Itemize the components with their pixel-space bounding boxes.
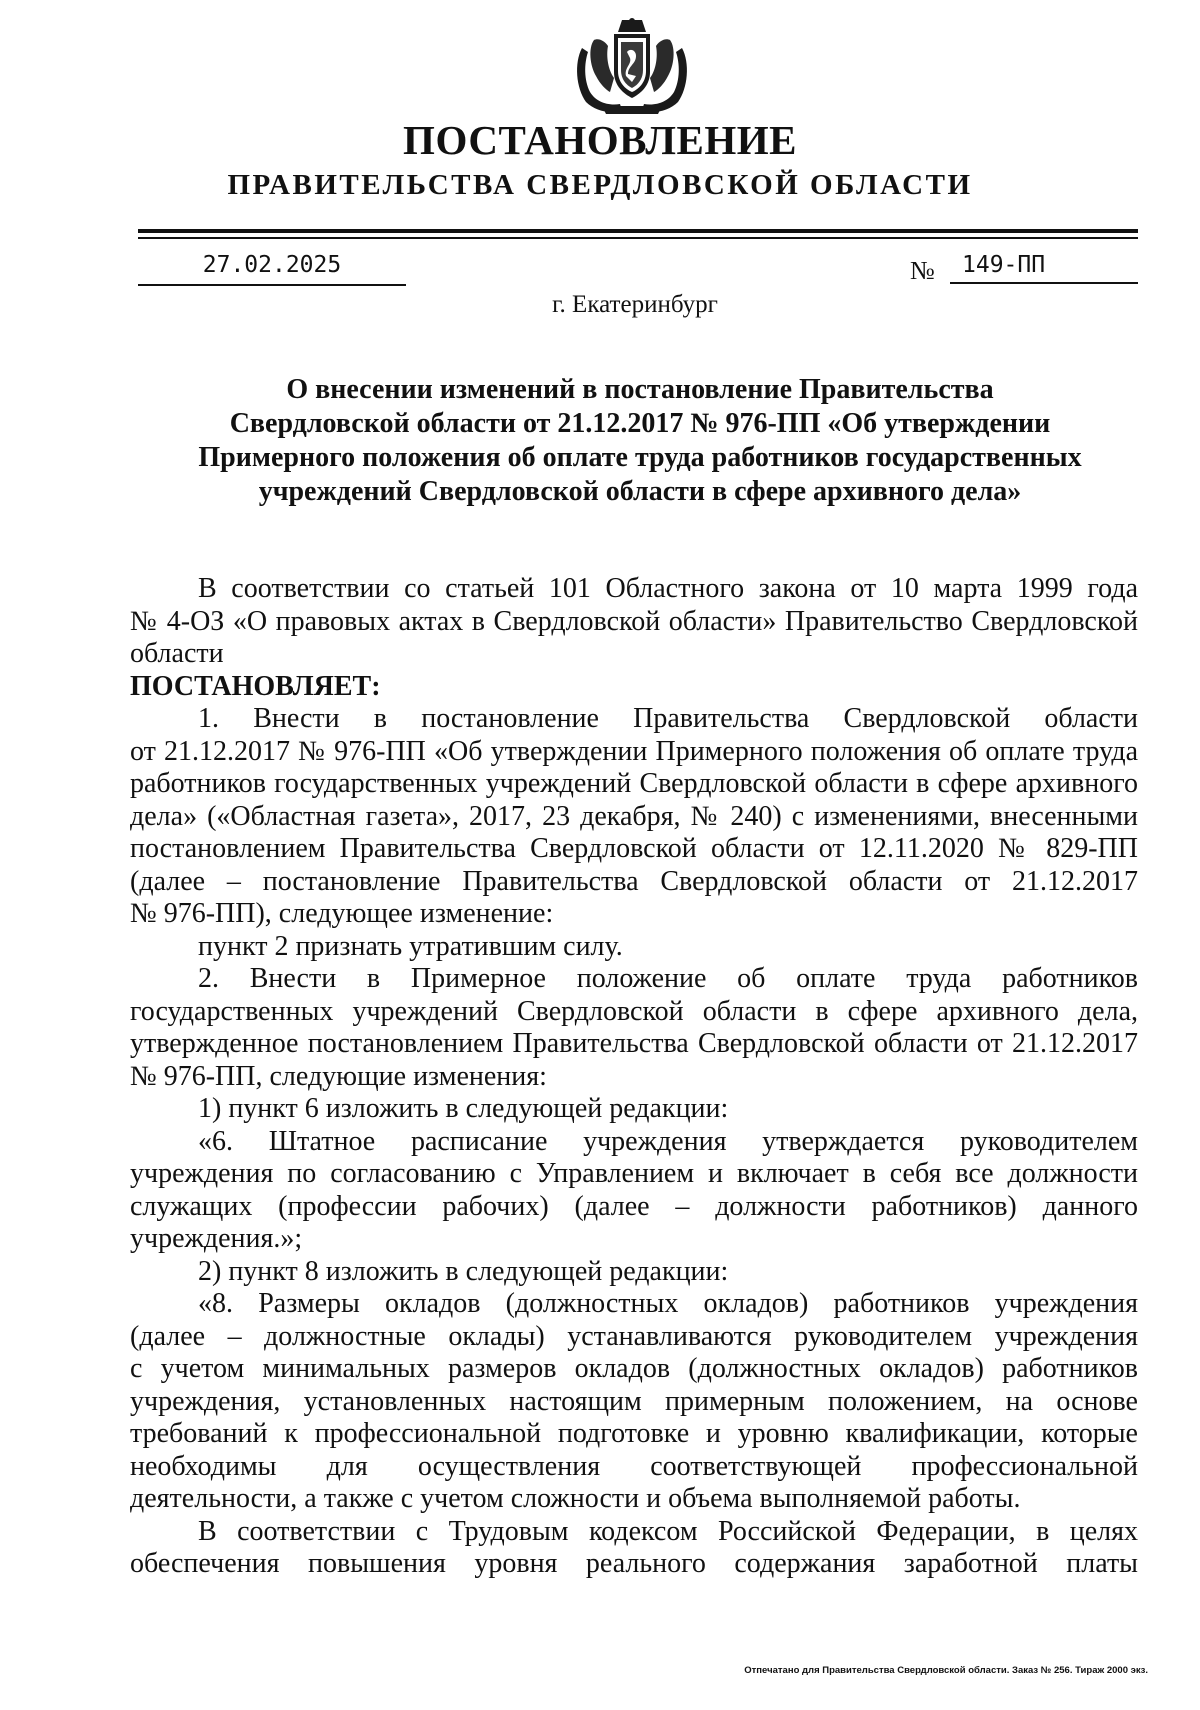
body-line: дела» («Областная газета», 2017, 23 декабря, № 240) с изменениями, внесенными: [130, 800, 1138, 832]
header-divider-thick: [138, 229, 1138, 233]
body-line: учреждения.»;: [130, 1223, 303, 1254]
subject-title-line: О внесении изменений в постановление Правительства: [286, 374, 994, 405]
body-line: требований к профессиональной подготовке и уровню квалификации, которые: [130, 1418, 1138, 1449]
body-line: (далее – постановление Правительства Свердловской области от 21.12.2017: [130, 865, 1138, 897]
body-line: «8. Размеры окладов (должностных окладов) работников учреждения: [198, 1288, 1138, 1319]
body-line: № 4-ОЗ «О правовых актах в Свердловской области» Правительство Свердловской: [130, 605, 1138, 637]
print-footer: Отпечатано для Правительства Свердловской области. Заказ № 256. Тираж 2000 экз.: [744, 1665, 1148, 1676]
body-line: обеспечения повышения уровня реального содержания заработной платы: [130, 1548, 1138, 1579]
document-body: [130, 573, 1138, 1581]
body-line: деятельности, а также с учетом сложности и объема выполняемой работы.: [130, 1483, 1021, 1514]
body-line: учреждения по согласованию с Управлением и включает в себя все должности: [130, 1158, 1138, 1189]
subject-title-line: Свердловской области от 21.12.2017 № 976-ПП «Об утверждении: [229, 408, 1051, 439]
body-line: от 21.12.2017 № 976-ПП «Об утверждении Примерного положения об оплате труда: [130, 735, 1138, 767]
body-line: постановлением Правительства Свердловской области от 12.11.2020 № 829-ПП: [130, 833, 1138, 864]
body-line: «6. Штатное расписание учреждения утверждается руководителем: [198, 1125, 1138, 1157]
body-line: служащих (профессии рабочих) (далее – должности работников) данного: [130, 1190, 1138, 1222]
document-number: 149-ПП: [950, 250, 1138, 284]
body-line: № 976-ПП), следующее изменение:: [130, 898, 554, 929]
body-line: государственных учреждений Свердловской области в сфере архивного дела,: [130, 995, 1138, 1027]
subject-title-line: Примерного положения об оплате труда работников государственных: [198, 442, 1082, 473]
body-line: пункт 2 признать утратившим силу.: [198, 930, 623, 962]
document-subject-title: [150, 373, 1130, 509]
body-line: 1) пункт 6 изложить в следующей редакции:: [198, 1093, 729, 1124]
body-line: необходимы для осуществления соответствующей профессиональной: [130, 1450, 1138, 1482]
document-date: 27.02.2025: [138, 250, 406, 286]
number-label: №: [910, 256, 935, 285]
body-line: работников государственных учреждений Свердловской области в сфере архивного: [130, 768, 1138, 799]
document-type-title: ПОСТАНОВЛЕНИЕ: [403, 117, 797, 163]
body-line: 2) пункт 8 изложить в следующей редакции:: [198, 1255, 729, 1287]
body-line: утвержденное постановлением Правительства Свердловской области от 21.12.2017: [130, 1028, 1138, 1059]
sverdlovsk-coat-of-arms-icon: [572, 18, 692, 116]
body-line: В соответствии со статьей 101 Областного закона от 10 марта 1999 года: [198, 573, 1138, 604]
body-line: В соответствии с Трудовым кодексом Российской Федерации, в целях: [198, 1515, 1138, 1547]
body-line: 2. Внести в Примерное положение об оплате труда работников: [198, 963, 1138, 994]
document-city: г. Екатеринбург: [552, 291, 718, 318]
body-line: учреждения, установленных настоящим примерным положением, на основе: [130, 1385, 1138, 1417]
header-divider-thin: [138, 237, 1138, 239]
body-line: с учетом минимальных размеров окладов (должностных окладов) работников: [130, 1353, 1138, 1384]
body-line: области: [130, 638, 224, 669]
body-line: 1. Внести в постановление Правительства Свердловской области: [198, 703, 1138, 734]
body-line: № 976-ПП, следующие изменения:: [130, 1060, 547, 1092]
resolution-keyword: ПОСТАНОВЛЯЕТ:: [130, 670, 381, 702]
subject-title-line: учреждений Свердловской области в сфере архивного дела»: [258, 476, 1022, 507]
issuing-authority: ПРАВИТЕЛЬСТВА СВЕРДЛОВСКОЙ ОБЛАСТИ: [227, 169, 973, 201]
body-line: (далее – должностные оклады) устанавливаются руководителем учреждения: [130, 1320, 1138, 1352]
